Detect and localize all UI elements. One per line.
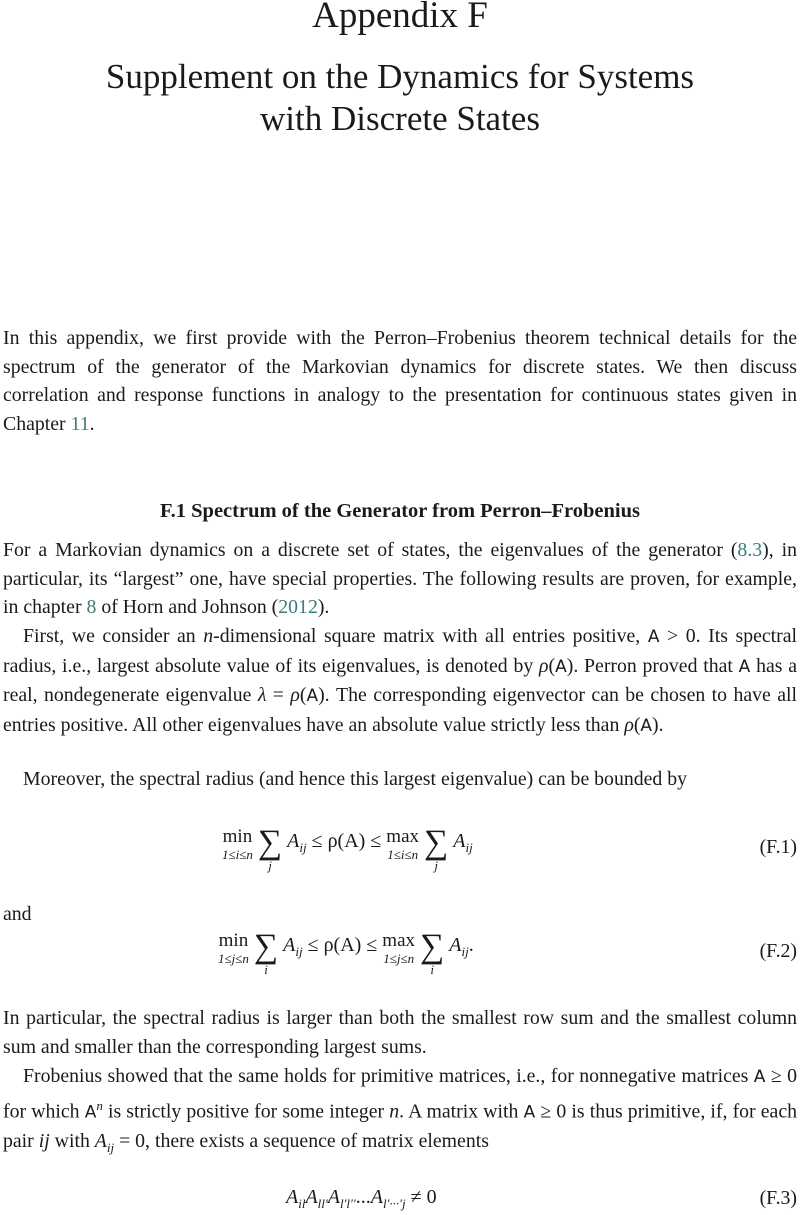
- appendix-title: [0, 56, 800, 140]
- paragraph-4: In particular, the spectral radius is larger than both the smallest row sum and the smallest column sum and smaller than the corresponding largest sums.: [3, 1007, 797, 1058]
- equation-f3: $A_{il}A_{ll'}A_{l'l''}...A_{l'\cdot\cdot\cdot'j} \ne 0$: [286, 1186, 437, 1211]
- appendix-title-line-1: Supplement on the Dynamics for Systems: [105, 57, 695, 96]
- paragraph-5: Frobenius showed that the same holds for primitive matrices, i.e., for nonnegative matrices A ≥ 0 for which $A^n$ is strictly positive for some integer n. A matrix with A ≥ 0 is thus primitive, if, for each pair ij with $A_{ij} = 0$, there exists a sequence of matrix elements: [3, 1065, 797, 1155]
- equation-number-f3: (F.3): [759, 1187, 797, 1209]
- equation-number-f2: (F.2): [759, 940, 797, 962]
- citation-2012-link[interactable]: 2012: [278, 596, 318, 618]
- and-text: and: [3, 903, 32, 925]
- equation-f1: min 1≤i≤n ∑ j $A_{ij} \le \rho(A)$ ≤ max 1≤i≤n ∑ j $A_{ij}$: [222, 824, 473, 873]
- appendix-title-line-2: with Discrete States: [260, 99, 540, 138]
- equation-8-3-link[interactable]: 8.3: [737, 539, 763, 561]
- equation-number-f1: (F.1): [759, 836, 797, 858]
- chapter-8-link[interactable]: 8: [86, 596, 97, 618]
- paragraph-2: First, we consider an n-dimensional square matrix with all entries positive, A > 0. Its spectral radius, i.e., largest absolute value of its eigenvalues, is denoted by ρ(A). Perron proved that A has a real, nondegenerate eigenvalue λ = ρ(A). The corresponding eigenvector can be chosen to have all entries positive. All other eigenvalues have an absolute value strictly less than ρ(A).: [3, 625, 798, 736]
- paragraph-3: Moreover, the spectral radius (and hence this largest eigenvalue) can be bounded by: [23, 768, 688, 790]
- paragraph-1: For a Markovian dynamics on a discrete set of states, the eigenvalues of the generator (8.3), in particular, its “largest” one, have special properties. The following results are proven, for example, in chapter 8 of Horn and Johnson (2012).: [3, 539, 797, 618]
- equation-f2: min 1≤j≤n ∑ i $A_{ij} \le \rho(A)$ ≤ max 1≤j≤n ∑ i $A_{ij}$.: [218, 928, 474, 977]
- section-heading: F.1 Spectrum of the Generator from Perron–Frobenius: [160, 500, 640, 522]
- chapter-11-link[interactable]: 11: [70, 412, 90, 435]
- appendix-label: Appendix F: [312, 0, 488, 36]
- intro-paragraph: In this appendix, we first provide with the Perron–Frobenius theorem technical details for the spectrum of the generator of the Markovian dynamics for discrete states. We then discuss correlation and response functions in analogy to the presentation for continuous states given in Chapter 11.: [3, 327, 797, 435]
